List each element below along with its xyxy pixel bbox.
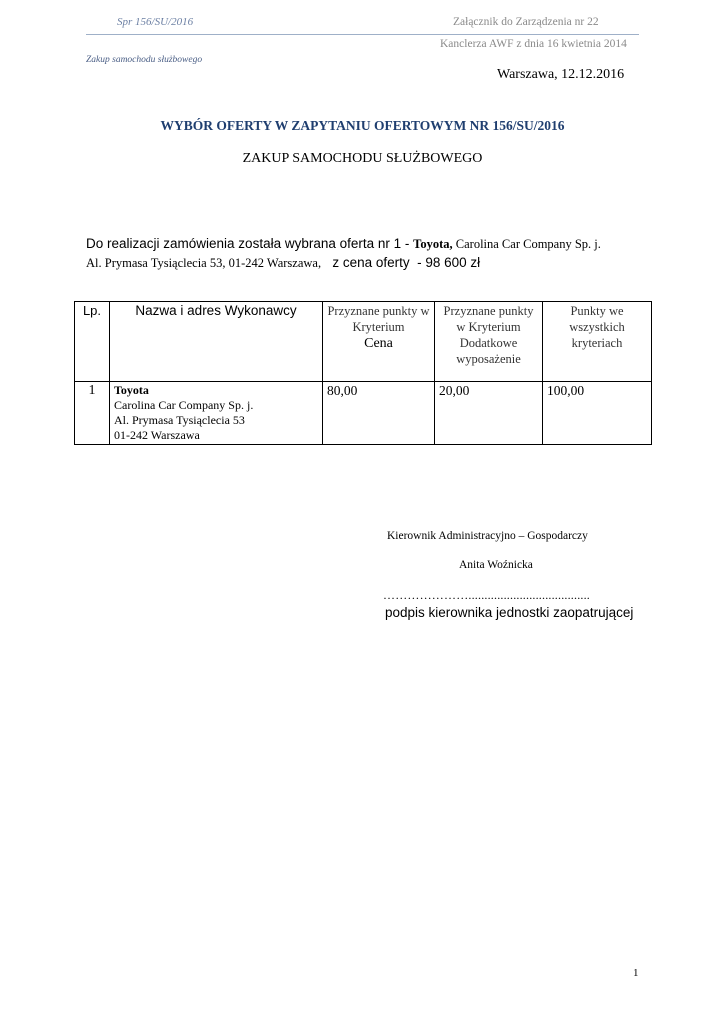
document-title: WYBÓR OFERTY W ZAPYTANIU OFERTOWYM NR 156/SU/2016 [160, 118, 565, 133]
row-contractor-name: Toyota [114, 383, 149, 397]
row-contractor-street: Al. Prymasa Tysiąclecia 53 [114, 413, 245, 427]
signature-caption: podpis kierownika jednostki zaopatrującej [385, 605, 634, 620]
document-reference: Spr 156/SU/2016 [117, 16, 194, 28]
winner-address: Al. Prymasa Tysiąclecia 53, 01-242 Warszawa, [86, 256, 322, 270]
page-number: 1 [633, 967, 639, 979]
row-total-points: 100,00 [543, 382, 652, 445]
header-total-points: Punkty we wszystkich kryteriach [543, 302, 652, 382]
header-rule [86, 34, 639, 35]
header-criterion-price-name: Cena [364, 336, 393, 351]
header-criterion-price-label: Przyznane punkty w Kryterium [327, 304, 430, 334]
row-contractor [110, 382, 323, 445]
selection-statement-line-2 [86, 255, 480, 271]
row-contractor-company: Carolina Car Company Sp. j. [114, 398, 254, 412]
header-criterion-equipment: Przyznane punkty w Kryterium Dodatkowe wyposażenie [435, 302, 543, 382]
annex-line-2: Kanclerza AWF z dnia 16 kwietnia 2014 [440, 38, 627, 50]
header-contractor: Nazwa i adres Wykonawcy [110, 302, 323, 382]
signatory-position: Kierownik Administracyjno – Gospodarczy [387, 530, 588, 542]
annex-line-1: Załącznik do Zarządzenia nr 22 [453, 16, 599, 28]
document-subject: Zakup samochodu służbowego [86, 55, 203, 65]
document-subtitle: ZAKUP SAMOCHODU SŁUŻBOWEGO [242, 151, 483, 166]
signature-line: …………………...................................... [383, 588, 590, 602]
row-equipment-points: 20,00 [435, 382, 543, 445]
selection-statement-line-1 [86, 236, 601, 253]
row-price-points: 80,00 [323, 382, 435, 445]
signatory-name: Anita Woźnicka [459, 559, 533, 571]
header-criterion-price [323, 302, 435, 382]
table-row [75, 382, 652, 445]
offer-price: z cena oferty - 98 600 zł [321, 255, 481, 270]
row-lp: 1 [75, 382, 110, 445]
winner-name: Toyota, [413, 237, 453, 251]
row-contractor-city: 01-242 Warszawa [114, 428, 200, 442]
document-date: Warszawa, 12.12.2016 [497, 67, 625, 82]
winner-company: Carolina Car Company Sp. j. [452, 237, 601, 251]
offers-table [74, 301, 652, 445]
selection-prefix: Do realizacji zamówienia została wybrana oferta nr 1 - [86, 236, 414, 251]
header-lp: Lp. [75, 302, 110, 382]
table-header-row [75, 302, 652, 382]
